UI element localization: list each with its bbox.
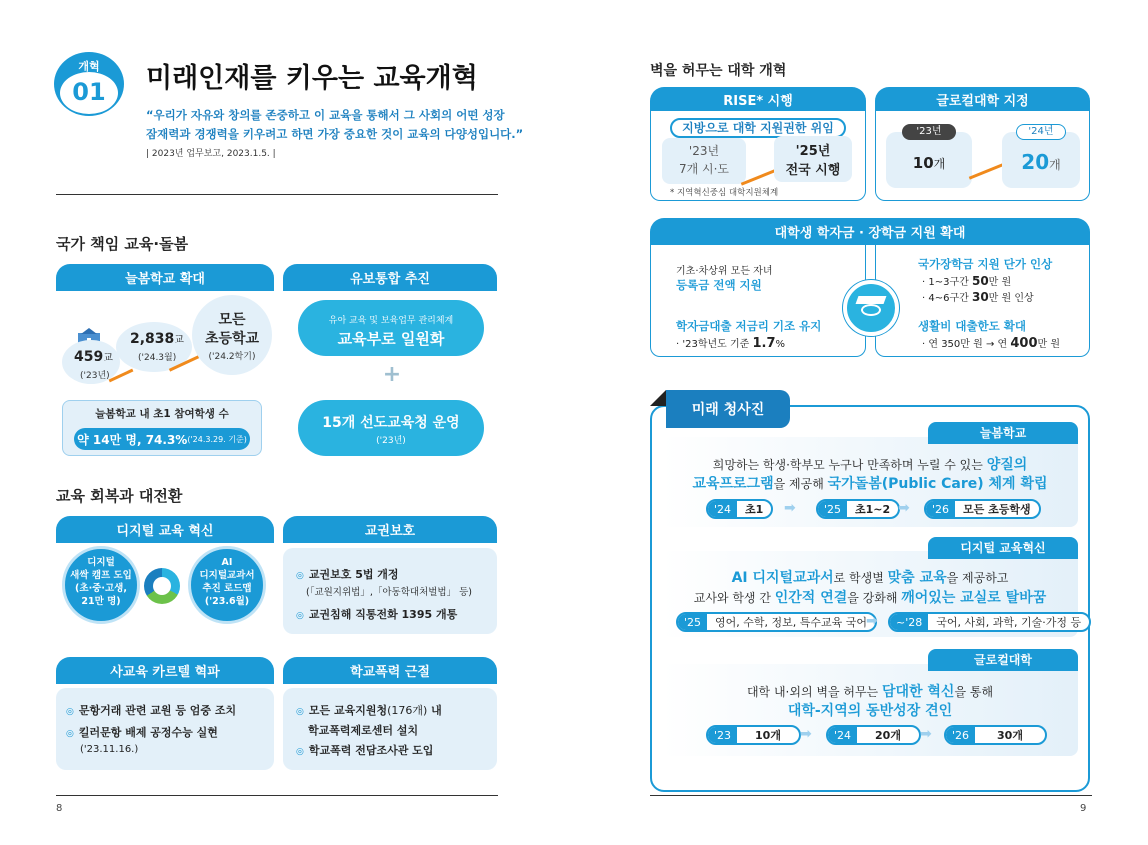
glocal-2023-pill: '23 10개 (706, 725, 801, 745)
graduation-cap-icon (843, 280, 899, 336)
chevron-right-icon: ➡ (800, 726, 812, 742)
lead-office-line-2: ('23년) (376, 436, 406, 446)
quote-line-1: “우리가 자유와 창의를 존중하고 이 교육을 통해서 그 사회의 어떤 성장 (146, 108, 505, 122)
neulbom-line-1: 희망하는 학생·학부모 누구나 만족하며 누릴 수 있는 양질의 (712, 457, 1028, 473)
rise-note: * 지역혁신중심 대학지원체계 (670, 188, 779, 198)
quote-line-2: 잠재력과 경쟁력을 키우려고 하면 가장 중요한 것이 교육의 다양성입니다.” (146, 127, 524, 141)
blueprint-tab-shadow (650, 390, 666, 406)
value-459-sub: ('23년) (80, 371, 110, 381)
badge-label: 개혁 (78, 60, 100, 73)
chevron-right-icon: ➡ (784, 500, 796, 516)
header-loan: 대학생 학자금 · 장학금 지원 확대 (650, 218, 1090, 245)
chevron-right-icon: ➡ (920, 726, 932, 742)
scholarship-item-1-b: · 4~6구간 30만 원 인상 (922, 290, 1034, 304)
glocal-2024-year: '24년 (1016, 124, 1066, 140)
rise-2025-year: '25년 (795, 144, 831, 159)
header-digital: 디지털 교육 혁신 (56, 516, 274, 543)
glocal-2024-value: 20개 (1021, 150, 1061, 174)
value-all-sub: ('24.2학기) (208, 352, 256, 362)
glocal-line-1: 대학 내·외의 벽을 허무는 담대한 혁신을 통해 (746, 684, 994, 700)
teacher-rights-item-1-sub: (「교원지위법」,「아동학대처벌법」 등) (306, 587, 473, 598)
chevron-right-icon: ➡ (866, 613, 878, 629)
section-badge (52, 52, 126, 116)
glocal-2026-pill: '26 30개 (944, 725, 1047, 745)
violence-item-1-line-2: 학교폭력제로센터 설치 (308, 724, 419, 737)
scholarship-item-2: 생활비 대출한도 확대 (918, 319, 1026, 333)
cartel-item-2: ◎ 킬러문항 배제 공정수능 실현 (66, 726, 218, 739)
header-neulbom: 늘봄학교 확대 (56, 264, 274, 291)
cycle-icon (144, 568, 180, 604)
page-title: 미래인재를 키우는 교육개혁 (146, 63, 478, 94)
tag-digital: 디지털 교육혁신 (928, 537, 1078, 559)
value-all-1: 모든 (218, 312, 246, 328)
header-cartel: 사교육 카르텔 혁파 (56, 657, 274, 684)
neulbom-line-2: 교육프로그램을 제공해 국가돌봄(Public Care) 체계 확립 (692, 476, 1048, 492)
cartel-item-2-sub: ('23.11.16.) (80, 744, 139, 755)
glocal-2023-year: '23년 (902, 124, 956, 140)
digital-right-text: AI 디지털교과서 추진 로드맵 ('23.6월) (199, 557, 255, 607)
divider (650, 795, 1092, 796)
violence-item-1: ◎ 모든 교육지원청(176개) 내 (296, 704, 442, 717)
violence-item-2: ◎ 학교폭력 전담조사관 도입 (296, 744, 434, 757)
blueprint-title: 미래 청사진 (666, 390, 790, 428)
header-teacher-rights: 교권보호 (283, 516, 497, 543)
section-heading-care: 국가 책임 교육·돌봄 (56, 235, 189, 253)
header-rise: RISE* 시행 (650, 87, 866, 111)
teacher-rights-item-1: ◎ 교권보호 5법 개정 (296, 568, 399, 581)
loan-item-1-value: 등록금 전액 지원 (676, 278, 762, 292)
section-heading-university: 벽을 허무는 대학 개혁 (650, 63, 787, 79)
divider (56, 194, 498, 195)
section-heading-recovery: 교육 회복과 대전환 (56, 487, 183, 505)
digital-2025-pill: '25 영어, 수학, 정보, 특수교육 국어 (676, 612, 877, 632)
digital-left-text: 디지털 새싹 캠프 도입 (초·중·고생, 21만 명) (70, 557, 132, 607)
divider (56, 795, 498, 796)
glocal-2024-pill: '24 20개 (826, 725, 921, 745)
neulbom-2026-pill: '26 모든 초등학생 (924, 499, 1041, 519)
value-2838: 2,838교 (130, 331, 184, 347)
yubo-line-2: 교육부로 일원화 (337, 330, 445, 348)
cartel-item-1: ◎ 문항거래 관련 교원 등 엄중 조치 (66, 704, 237, 717)
scholarship-item-1-a: · 1~3구간 50만 원 (922, 274, 1012, 288)
value-2838-sub: ('24.3월) (138, 353, 177, 363)
rise-banner: 지방으로 대학 지원권한 위임 (670, 118, 846, 138)
participation-value: 약 14만 명, 74.3% ('24.3.29. 기준) (74, 428, 250, 450)
rise-2023-year: '23년 (688, 144, 720, 158)
value-all-2: 초등학교 (204, 331, 260, 347)
neulbom-2025-pill: '25 초1~2 (816, 499, 900, 519)
rise-2023-value: 7개 시·도 (678, 162, 730, 176)
tag-neulbom: 늘봄학교 (928, 422, 1078, 444)
participation-label: 늘봄학교 내 초1 참여학생 수 (95, 408, 229, 420)
value-459: 459교 (74, 349, 113, 365)
teacher-rights-item-2: ◎ 교권침해 직통전화 1395 개통 (296, 608, 458, 621)
digital-line-1: AI 디지털교과서로 학생별 맞춤 교육을 제공하고 (731, 570, 1009, 586)
header-yubo: 유보통합 추진 (283, 264, 497, 291)
tag-glocal: 글로컬대학 (928, 649, 1078, 671)
plus-sign: + (382, 362, 402, 387)
glocal-line-2: 대학-지역의 동반성장 견인 (787, 703, 953, 719)
quote-source: | 2023년 업무보고, 2023.1.5. | (146, 149, 276, 159)
scholarship-item-2-value: · 연 350만 원 → 연 400만 원 (922, 336, 1060, 351)
loan-item-2-value: · '23학년도 기준 1.7% (676, 336, 786, 351)
glocal-2023-value: 10개 (912, 154, 946, 172)
page-number-left: 8 (56, 803, 63, 814)
badge-number: 01 (72, 78, 106, 106)
digital-line-2: 교사와 학생 간 인간적 연결을 강화해 깨어있는 교실로 탈바꿈 (693, 590, 1047, 606)
header-glocal: 글로컬대학 지정 (875, 87, 1090, 111)
digital-2028-pill: ~'28 국어, 사회, 과학, 기술·가정 등 (888, 612, 1091, 632)
header-school-violence: 학교폭력 근절 (283, 657, 497, 684)
page-number-right: 9 (1080, 803, 1087, 814)
rise-2025-value: 전국 시행 (785, 163, 841, 178)
loan-item-2-label: 학자금대출 저금리 기조 유지 (676, 319, 822, 333)
chevron-right-icon: ➡ (898, 500, 910, 516)
lead-office-line-1: 15개 선도교육청 운영 (322, 415, 460, 431)
scholarship-item-1: 국가장학금 지원 단가 인상 (918, 257, 1053, 271)
yubo-line-1: 유아 교육 및 보육업무 관리체계 (328, 316, 454, 326)
loan-item-1-label: 기초·차상위 모든 자녀 (676, 266, 773, 277)
neulbom-2024-pill: '24 초1 (706, 499, 773, 519)
